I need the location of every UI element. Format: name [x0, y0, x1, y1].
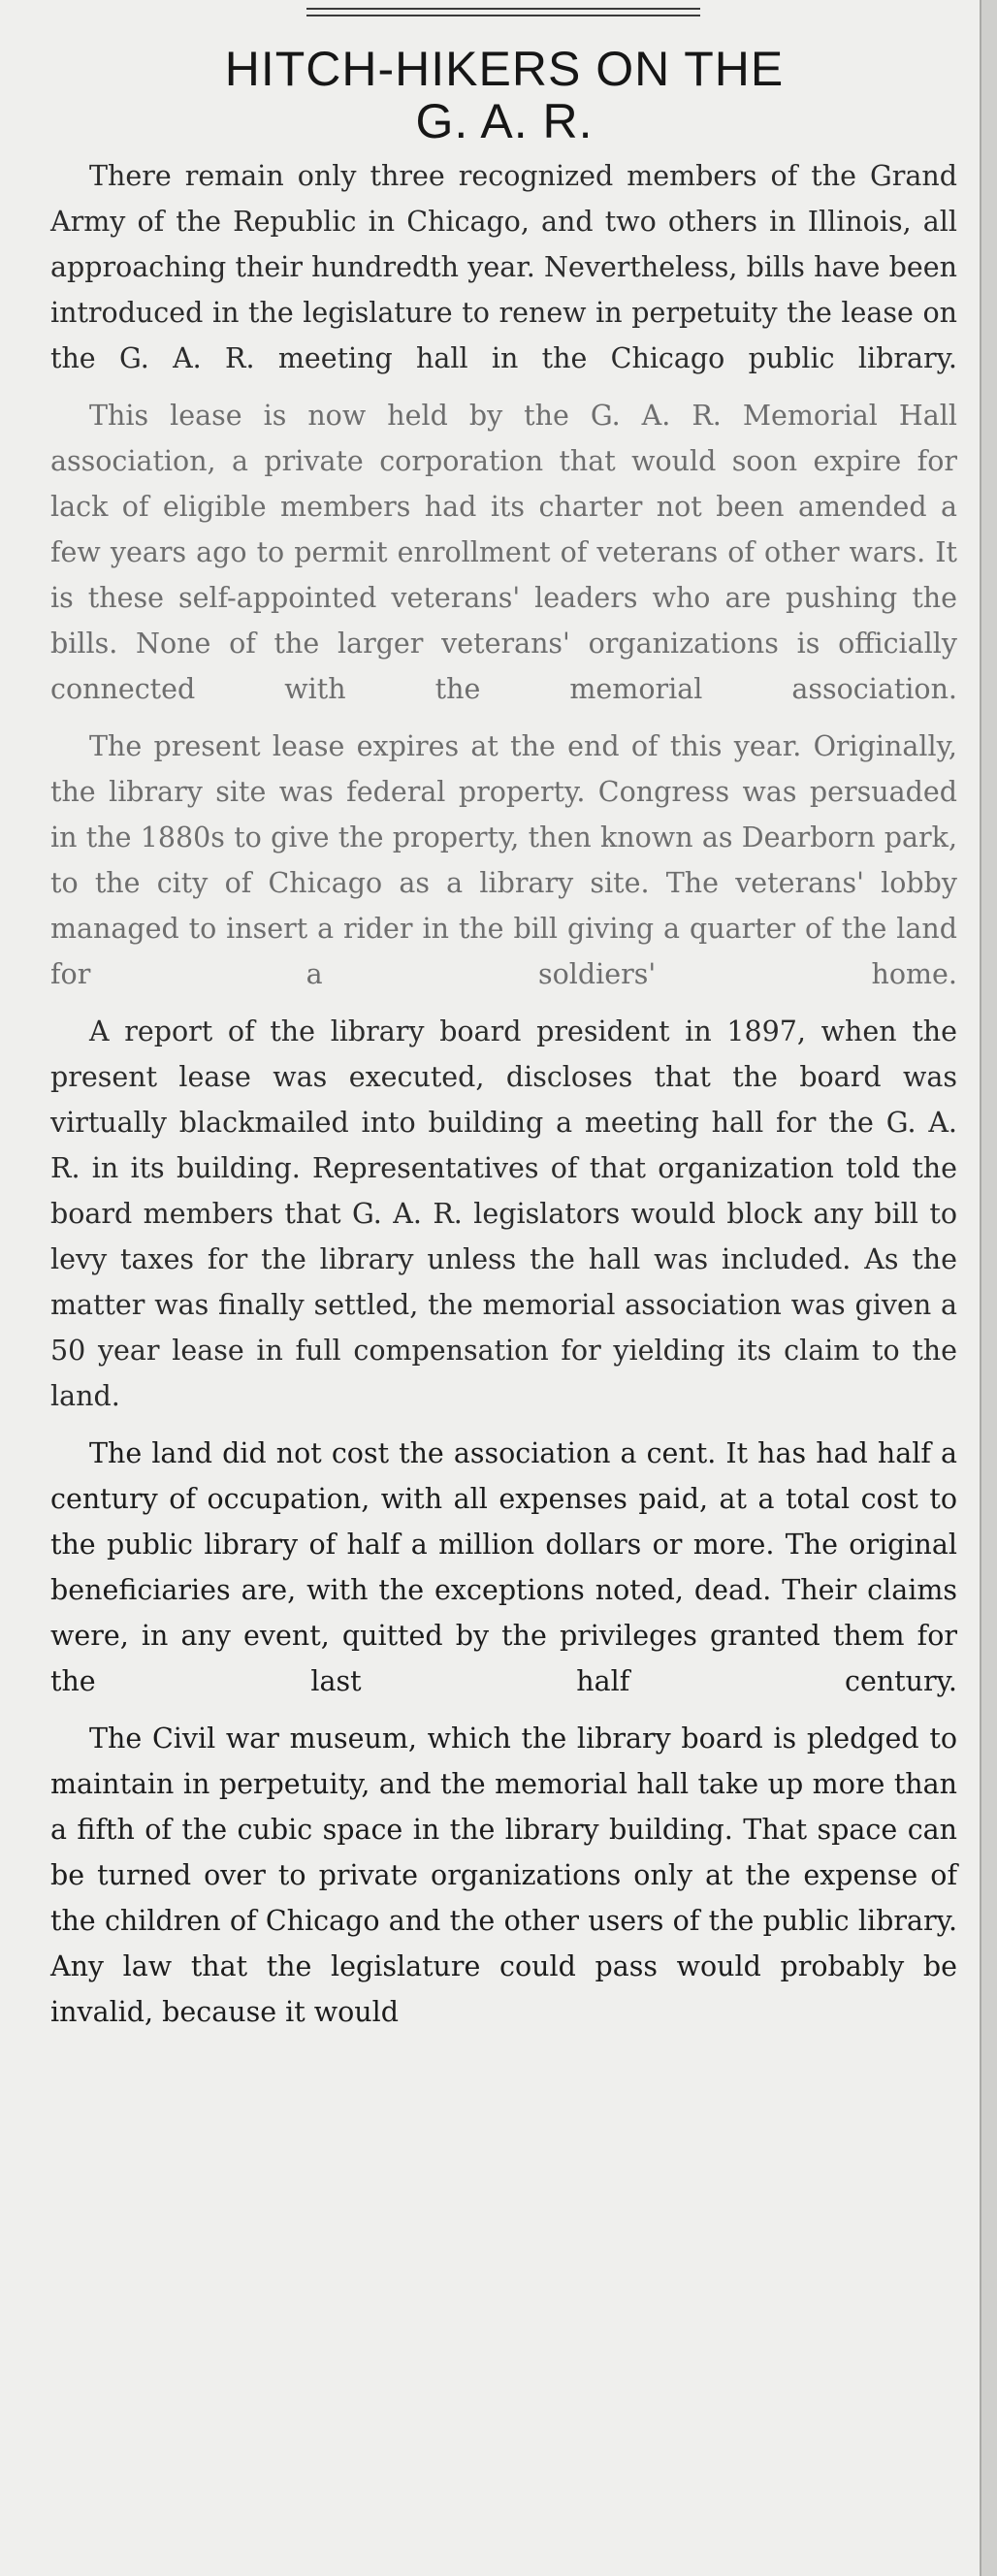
paragraph-4: A report of the library board president in 1897, when the present lease was executed, discloses that the board was virtually blackmailed into building a meeting hall for the G. A. R. in its building. Representatives of that organization told the board members that G. A. R. legislators would block any bill to levy taxes for the library unless the hall was included. As the matter was finally settled, the memorial association was given a 50 year lease in full compensation for yielding its claim to the land.	[50, 1015, 957, 1412]
headline-line-2: G. A. R.	[415, 94, 594, 148]
headline-line-1: HITCH-HIKERS ON THE	[224, 42, 785, 96]
adjacent-column-edge	[980, 0, 997, 2576]
paragraph-2: This lease is now held by the G. A. R. Memorial Hall association, a private corporation that would soon expire for lack of eligible members had its charter not been amended a few years ago to permit enrollment of veterans of other wars. It is these self-appointed veterans' leaders who are pushing the bills. None of the larger veterans' organizations is officially connected with the memorial association.	[50, 400, 957, 705]
paragraph-5: The land did not cost the association a cent. It has had half a century of occupation, with all expenses paid, at a total cost to the public library of half a million dollars or more. The original beneficiaries are, with the exceptions noted, dead. Their claims were, in any event, quitted by the privileges granted them for the last half century.	[50, 1437, 957, 1697]
paragraph-3: The present lease expires at the end of this year. Originally, the library site was federal property. Congress was persuaded in the 1880s to give the property, then known as Dearborn park, to the city of Chicago as a library site. The veterans' lobby managed to insert a rider in the bill giving a quarter of the land for a soldiers' home.	[50, 730, 957, 990]
headline	[68, 43, 941, 147]
paragraph-6: The Civil war museum, which the library board is pledged to maintain in perpetuity, and the memorial hall take up more than a fifth of the cubic space in the library building. That space can be turned over to private organizations only at the expense of the children of Chicago and the other users of the public library. Any law that the legislature could pass would probably be invalid, because it would	[50, 1723, 957, 2028]
paragraph-1: There remain only three recognized members of the Grand Army of the Republic in Chicago, and two others in Illinois, all approaching their hundredth year. Nevertheless, bills have been introduced in the legislature to renew in perpetuity the lease on the G. A. R. meeting hall in the Chicago public library.	[50, 160, 957, 374]
top-rule	[306, 8, 700, 16]
article-body	[50, 153, 957, 2046]
